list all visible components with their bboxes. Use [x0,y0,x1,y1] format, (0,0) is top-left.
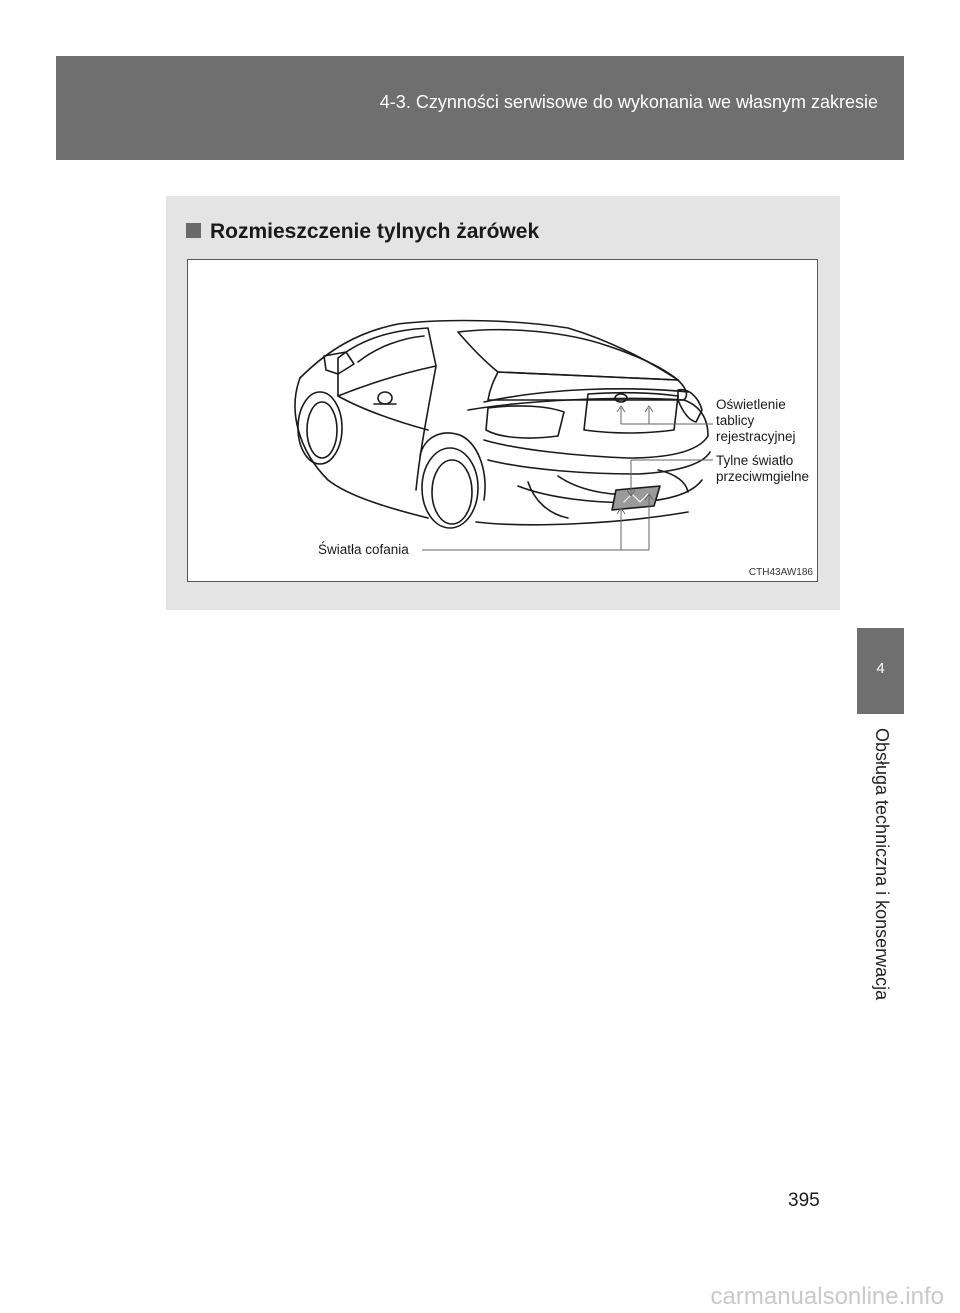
section-heading-text: Rozmieszczenie tylnych żarówek [210,220,540,243]
label-rear-fog [716,453,809,485]
label-rear-fog-line2: przeciwmgielne [716,469,810,484]
label-license-plate-line3: rejestracyjnej [716,429,796,444]
chapter-number: 4 [876,660,885,677]
label-license-plate-line2: tablicy [716,413,755,428]
section-heading [186,220,539,244]
chapter-tab [857,628,904,714]
label-reverse-lights: Światła cofania [318,542,409,557]
label-rear-fog-line1: Tylne światło [716,453,794,468]
header-title: 4-3. Czynności serwisowe do wykonania we własnym zakresie [379,92,878,112]
chapter-label: Obsługa techniczna i konserwacja [872,728,892,1001]
heading-square-icon [186,223,201,238]
figure-rear-lights [187,259,818,582]
watermark: carmanualsonline.info [710,1283,944,1310]
callout-lines [422,406,713,550]
label-license-plate-line1: Oświetlenie [716,397,786,412]
header-band [56,56,904,160]
figure-code: CTH43AW186 [748,567,813,578]
page-number: 395 [788,1190,820,1211]
label-license-plate [716,397,796,445]
